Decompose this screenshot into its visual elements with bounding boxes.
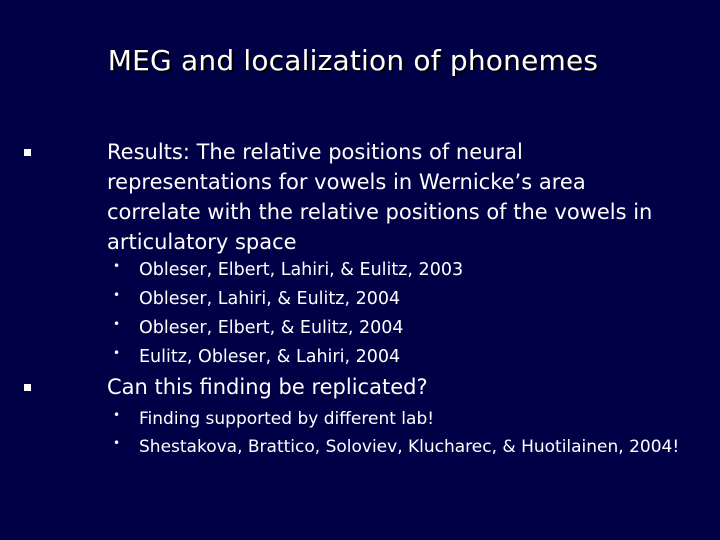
bullet-text: Results: The relative positions of neural representations for vowels in Wernicke’s area correlate with the relative positions of the vowels in articulatory space (107, 140, 653, 254)
sub-bullet-citation: • Eulitz, Obleser, & Lahiri, 2004 (114, 343, 704, 372)
square-bullet-icon (24, 149, 31, 156)
sub-bullet-citation: • Obleser, Elbert, Lahiri, & Eulitz, 2003 (114, 256, 704, 285)
bullet-text: Can this finding be replicated? (107, 375, 428, 399)
dot-bullet-icon: • (113, 408, 121, 422)
dot-bullet-icon: • (113, 317, 121, 331)
dot-bullet-icon: • (113, 436, 121, 450)
bullet-replication (78, 372, 678, 402)
dot-bullet-icon: • (113, 288, 121, 302)
square-bullet-icon (24, 384, 31, 391)
dot-bullet-icon: • (113, 346, 121, 360)
dot-bullet-icon: • (113, 259, 121, 273)
slide-title: MEG and localization of phonemes (107, 44, 599, 77)
sub-bullet-note: • Finding supported by different lab! (114, 405, 704, 433)
sub-bullet-citation: • Obleser, Lahiri, & Eulitz, 2004 (114, 285, 704, 314)
bullet-results (78, 137, 678, 257)
sub-bullet-citation: • Shestakova, Brattico, Soloviev, Klucharec, & Huotilainen, 2004! (114, 433, 684, 461)
sub-bullet-citation: • Obleser, Elbert, & Eulitz, 2004 (114, 314, 704, 343)
